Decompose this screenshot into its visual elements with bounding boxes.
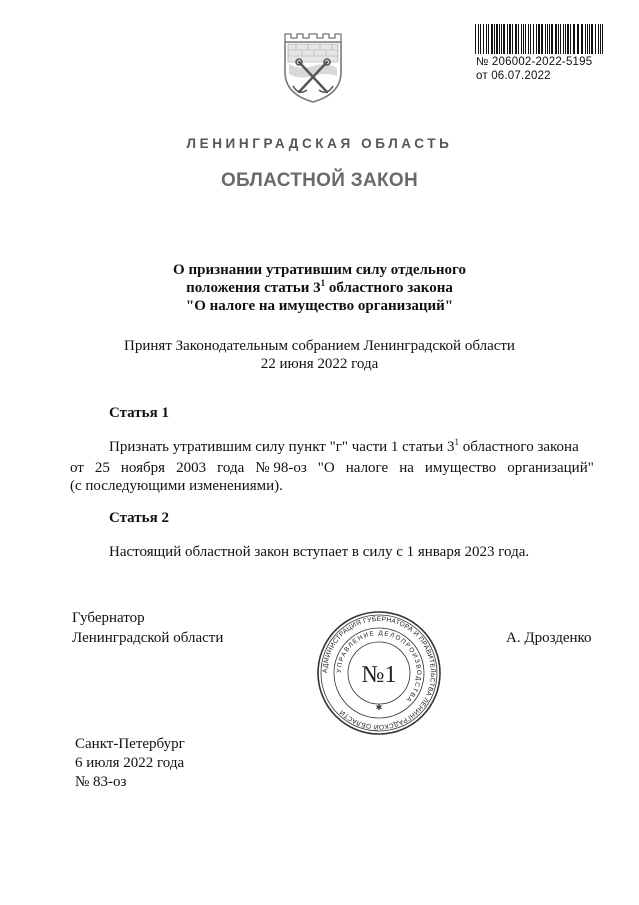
- barcode-bar: [573, 24, 575, 54]
- law-number: № 83-оз: [75, 774, 127, 790]
- seal-star-icon: ✱: [375, 703, 383, 712]
- barcode-bar: [536, 24, 537, 54]
- barcode-bar: [555, 24, 557, 54]
- barcode-bar: [501, 24, 502, 54]
- barcode-bar: [480, 24, 481, 54]
- barcode-bar: [558, 24, 559, 54]
- barcode-bar: [595, 24, 596, 54]
- barcode-bar: [507, 24, 508, 54]
- article-1-word: 2003: [176, 460, 207, 476]
- article-1-superscript: 1: [454, 437, 460, 447]
- barcode-bar: [499, 24, 500, 54]
- barcode-bar: [494, 24, 495, 54]
- law-title-superscript: 1: [320, 278, 326, 288]
- law-type-heading: ОБЛАСТНОЙ ЗАКОН: [220, 170, 419, 191]
- seal-center-number: №1: [361, 662, 397, 688]
- barcode-bar: [547, 24, 548, 54]
- barcode-bar: [565, 24, 566, 54]
- article-1-line-3: (с последующими изменениями).: [70, 478, 283, 494]
- barcode-bar: [563, 24, 564, 54]
- barcode-bar: [602, 24, 603, 54]
- law-title-line-3: "О налоге на имущество организаций": [185, 298, 454, 314]
- article-1-word: № 98-оз: [255, 460, 307, 476]
- barcode-bar: [577, 24, 579, 54]
- barcode-bar: [475, 24, 476, 54]
- signatory-name: А. Дрозденко: [506, 630, 592, 646]
- barcode-bar: [587, 24, 588, 54]
- barcode-bar: [545, 24, 546, 54]
- article-1-word: на: [399, 460, 414, 476]
- region-heading: ЛЕНИНГРАДСКАЯ ОБЛАСТЬ: [186, 136, 453, 151]
- barcode-bar: [525, 24, 526, 54]
- barcode-bar: [488, 24, 489, 54]
- article-1-word: 25: [94, 460, 110, 476]
- barcode-bar: [538, 24, 540, 54]
- barcode-bar: [486, 24, 487, 54]
- article-2-text: Настоящий областной закон вступает в силу с 1 января 2023 года.: [109, 544, 530, 560]
- barcode-bar: [523, 24, 524, 54]
- law-title-line-2-text: положения статьи 3: [186, 280, 321, 296]
- barcode-bar: [551, 24, 553, 54]
- barcode-bar: [515, 24, 517, 54]
- barcode-bar: [503, 24, 505, 54]
- registration-number: № 206002-2022-5195: [476, 56, 593, 68]
- coat-of-arms-emblem: [279, 32, 347, 104]
- article-1-word: организаций": [507, 460, 594, 476]
- signing-date: 6 июля 2022 года: [75, 755, 185, 771]
- barcode-bar: [491, 24, 493, 54]
- registration-date: от 06.07.2022: [476, 70, 551, 82]
- law-title-line-2: [0, 280, 639, 297]
- barcode-bar: [496, 24, 498, 54]
- article-1-word: имущество: [424, 460, 497, 476]
- barcode-bar: [585, 24, 586, 54]
- barcode-bar: [533, 24, 534, 54]
- barcode-bar: [509, 24, 511, 54]
- article-1-word: года: [217, 460, 245, 476]
- article-1-line-1: [109, 439, 579, 456]
- article-1-word: ноября: [120, 460, 166, 476]
- signing-place: Санкт-Петербург: [75, 736, 185, 752]
- signatory-title-line-2: Ленинградской области: [72, 630, 224, 646]
- barcode-bar: [521, 24, 522, 54]
- seal-inner-text: УПРАВЛЕНИЕ ДЕЛОПРОИЗВОДСТВА: [335, 629, 423, 704]
- barcode-bar: [567, 24, 569, 54]
- article-1-line-2: [70, 460, 594, 477]
- law-title-line-1: О признании утратившим силу отдельного: [173, 262, 466, 278]
- barcode-bar: [600, 24, 601, 54]
- barcode-bar: [598, 24, 599, 54]
- adoption-statement: Принят Законодательным собранием Ленинградской области: [124, 338, 515, 354]
- barcode-bar: [589, 24, 590, 54]
- barcode-bar: [560, 24, 561, 54]
- article-2-heading: Статья 2: [109, 510, 169, 526]
- law-title-line-2-tail: областного закона: [325, 280, 453, 296]
- signatory-title-line-1: Губернатор: [72, 610, 145, 626]
- barcode-bar: [483, 24, 484, 54]
- seal-outer-text: АДМИНИСТРАЦИЯ ГУБЕРНАТОРА И ПРАВИТЕЛЬСТВА ЛЕНИНГРАДСКОЙ ОБЛАСТИ: [321, 615, 437, 731]
- barcode-bar: [478, 24, 479, 54]
- article-1-word: налоге: [345, 460, 389, 476]
- barcode-bar: [530, 24, 531, 54]
- barcode-bar: [591, 24, 593, 54]
- barcode-bar: [581, 24, 583, 54]
- barcode-bar: [570, 24, 571, 54]
- article-1-word: "О: [317, 460, 335, 476]
- barcode: [475, 24, 607, 54]
- article-1-heading: Статья 1: [109, 405, 169, 421]
- barcode-bar: [528, 24, 529, 54]
- barcode-bar: [512, 24, 513, 54]
- article-1-line-1-tail: областного закона: [459, 439, 579, 455]
- barcode-bar: [549, 24, 550, 54]
- article-1-word: от: [70, 460, 84, 476]
- official-seal-stamp: [316, 610, 442, 736]
- barcode-bar: [541, 24, 543, 54]
- barcode-bar: [518, 24, 519, 54]
- article-1-line-1-text: Признать утратившим силу пункт "г" части 1 статьи 3: [109, 439, 455, 455]
- adoption-date: 22 июня 2022 года: [260, 356, 379, 372]
